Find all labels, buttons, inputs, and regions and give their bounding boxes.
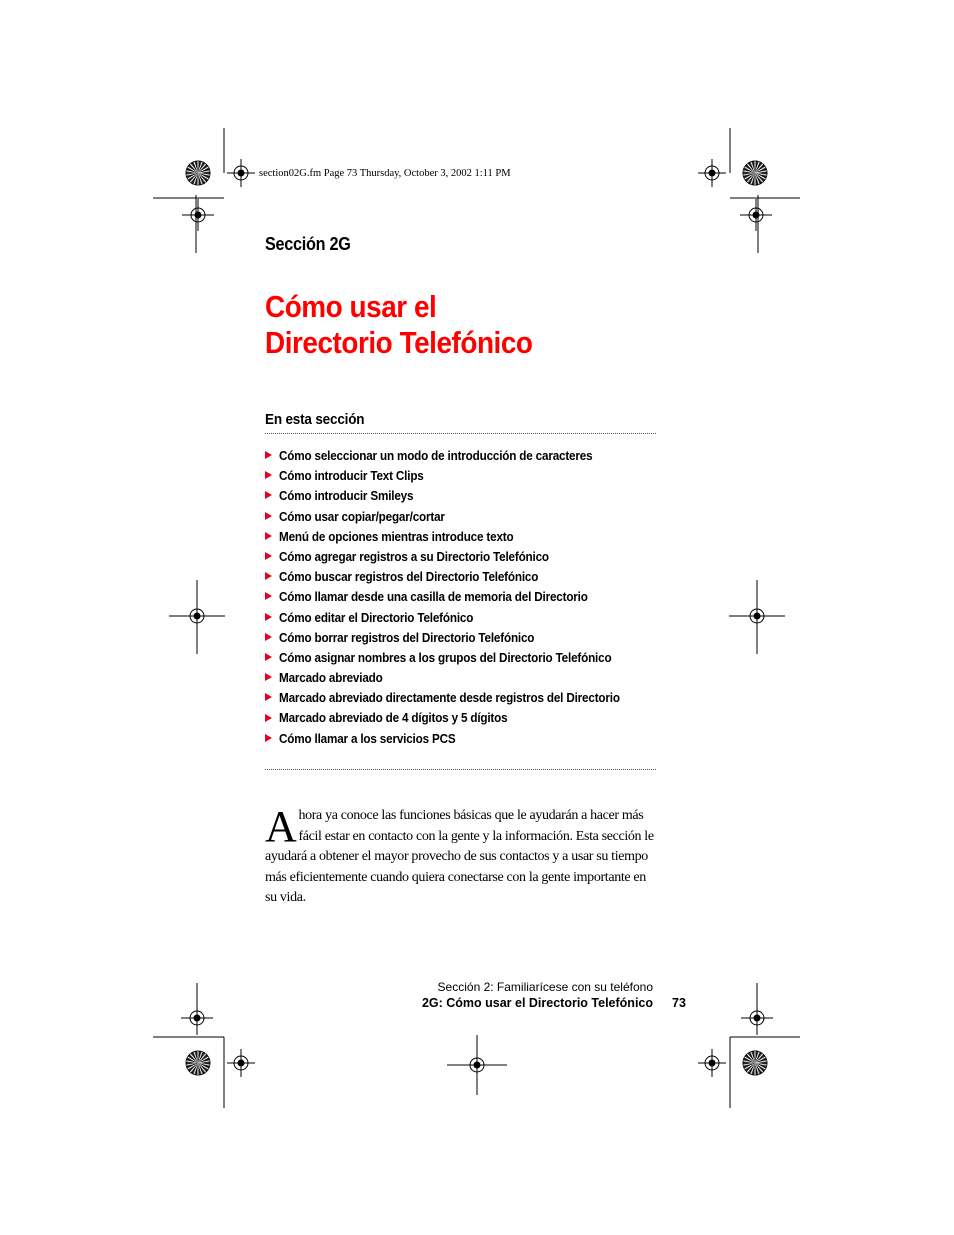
- triangle-bullet-icon: [265, 512, 272, 520]
- print-slug: section02G.fm Page 73 Thursday, October 3, 2002 1:11 PM: [259, 168, 511, 179]
- toc-item-label: Cómo buscar registros del Directorio Telefónico: [279, 569, 539, 585]
- toc-item: [265, 466, 725, 486]
- triangle-bullet-icon: [265, 673, 272, 681]
- toc-item-label: Menú de opciones mientras introduce texto: [279, 528, 514, 544]
- triangle-bullet-icon: [265, 714, 272, 722]
- toc-item: [265, 446, 725, 466]
- intro-paragraph: [265, 802, 657, 909]
- toc-item-label: Cómo llamar a los servicios PCS: [279, 730, 456, 746]
- in-section-heading: En esta sección: [265, 411, 365, 428]
- starburst-registration-icon: [743, 1051, 767, 1075]
- toc-item-label: Cómo llamar desde una casilla de memoria del Directorio: [279, 589, 588, 605]
- toc-item-label: Marcado abreviado directamente desde registros del Directorio: [279, 690, 620, 706]
- toc-item-label: Cómo borrar registros del Directorio Telefónico: [279, 629, 535, 645]
- footer-section-title: Sección 2: Familiarícese con su teléfono: [437, 980, 653, 994]
- triangle-bullet-icon: [265, 613, 272, 621]
- page-title-line-2: Directorio Telefónico: [265, 325, 533, 360]
- triangle-bullet-icon: [265, 653, 272, 661]
- footer-chapter-title: 2G: Cómo usar el Directorio Telefónico: [421, 996, 653, 1010]
- section-label: Sección 2G: [265, 234, 351, 254]
- toc-item: [265, 507, 725, 527]
- triangle-bullet-icon: [265, 471, 272, 479]
- toc-item: [265, 547, 725, 567]
- page-title-line-1: Cómo usar el: [265, 289, 437, 324]
- triangle-bullet-icon: [265, 572, 272, 580]
- toc-item: [265, 587, 725, 607]
- triangle-bullet-icon: [265, 491, 272, 499]
- toc-item: [265, 608, 725, 628]
- toc-item-label: Cómo agregar registros a su Directorio Telefónico: [279, 548, 549, 564]
- toc-item-label: Cómo usar copiar/pegar/cortar: [279, 508, 445, 524]
- toc-item: [265, 708, 725, 728]
- registration-target-icon: [182, 199, 214, 231]
- registration-target-icon: [227, 159, 255, 187]
- drop-cap: A: [265, 802, 297, 851]
- triangle-bullet-icon: [265, 734, 272, 742]
- toc-item: [265, 688, 725, 708]
- toc-item: [265, 628, 725, 648]
- toc-item-label: Cómo editar el Directorio Telefónico: [279, 609, 474, 625]
- triangle-bullet-icon: [265, 451, 272, 459]
- toc-item-label: Marcado abreviado de 4 dígitos y 5 dígitos: [279, 710, 508, 726]
- toc-item-label: Cómo seleccionar un modo de introducción de caracteres: [279, 448, 593, 463]
- dotted-divider-bottom: [265, 769, 656, 770]
- in-section-list: [265, 446, 725, 749]
- toc-item-label: Cómo introducir Smileys: [279, 488, 414, 504]
- toc-item: [265, 527, 725, 547]
- registration-target-icon: [698, 159, 726, 187]
- toc-item: [265, 567, 725, 587]
- toc-item: [265, 486, 725, 506]
- toc-item-label: Cómo asignar nombres a los grupos del Directorio Telefónico: [279, 649, 612, 665]
- page-number: 73: [672, 996, 686, 1010]
- toc-item-label: Cómo introducir Text Clips: [279, 468, 424, 484]
- toc-item: [265, 648, 725, 668]
- dotted-divider-top: [265, 433, 656, 434]
- registration-target-icon: [227, 1049, 255, 1077]
- triangle-bullet-icon: [265, 532, 272, 540]
- registration-target-icon: [740, 199, 772, 231]
- starburst-registration-icon: [743, 161, 767, 185]
- triangle-bullet-icon: [265, 633, 272, 641]
- registration-target-icon: [447, 1035, 507, 1095]
- registration-target-icon: [698, 1049, 726, 1077]
- triangle-bullet-icon: [265, 592, 272, 600]
- triangle-bullet-icon: [265, 552, 272, 560]
- intro-text: hora ya conoce las funciones básicas que le ayudarán a hacer más fácil estar en contacto con la gente y la información. Esta sección le ayudará a obtener el mayor provecho de sus contactos y a usar su tiempo más eficientemente cuando quiera conectarse con la gente importante en su vida.: [265, 808, 654, 906]
- starburst-registration-icon: [186, 1051, 210, 1075]
- toc-item-label: Marcado abreviado: [279, 670, 383, 686]
- page-title: [265, 289, 533, 361]
- toc-item: [265, 729, 725, 749]
- starburst-registration-icon: [186, 161, 210, 185]
- triangle-bullet-icon: [265, 693, 272, 701]
- toc-item: [265, 668, 725, 688]
